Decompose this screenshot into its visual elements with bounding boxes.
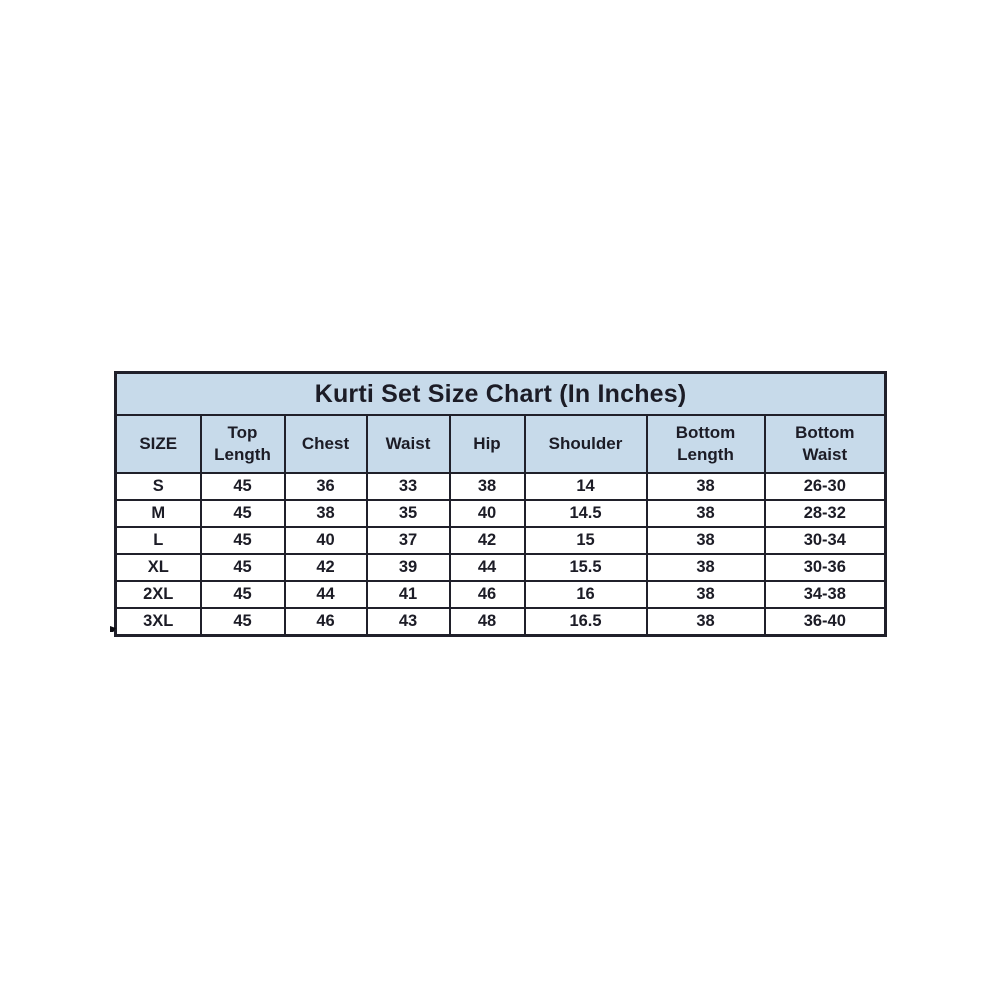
header-size: SIZE bbox=[116, 415, 201, 473]
value-cell: 35 bbox=[367, 500, 450, 527]
header-waist: Waist bbox=[367, 415, 450, 473]
value-cell: 44 bbox=[450, 554, 525, 581]
value-cell: 28-32 bbox=[765, 500, 886, 527]
value-cell: 15 bbox=[525, 527, 647, 554]
value-cell: 42 bbox=[285, 554, 367, 581]
size-cell: M bbox=[116, 500, 201, 527]
value-cell: 38 bbox=[647, 527, 765, 554]
table-row-l bbox=[116, 527, 886, 554]
header-bottom-length: Bottom Length bbox=[647, 415, 765, 473]
size-chart-table bbox=[114, 371, 887, 637]
value-cell: 33 bbox=[367, 473, 450, 500]
value-cell: 40 bbox=[450, 500, 525, 527]
value-cell: 40 bbox=[285, 527, 367, 554]
table-row-3xl bbox=[116, 608, 886, 636]
value-cell: 37 bbox=[367, 527, 450, 554]
header-hip: Hip bbox=[450, 415, 525, 473]
header-chest: Chest bbox=[285, 415, 367, 473]
value-cell: 41 bbox=[367, 581, 450, 608]
value-cell: 38 bbox=[647, 500, 765, 527]
chart-title: Kurti Set Size Chart (In Inches) bbox=[116, 373, 886, 416]
size-cell: 3XL bbox=[116, 608, 201, 636]
value-cell: 38 bbox=[647, 581, 765, 608]
value-cell: 36-40 bbox=[765, 608, 886, 636]
value-cell: 45 bbox=[201, 608, 285, 636]
table-row-s bbox=[116, 473, 886, 500]
title-row bbox=[116, 373, 886, 416]
value-cell: 38 bbox=[450, 473, 525, 500]
value-cell: 46 bbox=[450, 581, 525, 608]
table-row-m bbox=[116, 500, 886, 527]
size-cell: 2XL bbox=[116, 581, 201, 608]
value-cell: 44 bbox=[285, 581, 367, 608]
header-shoulder: Shoulder bbox=[525, 415, 647, 473]
value-cell: 14.5 bbox=[525, 500, 647, 527]
value-cell: 38 bbox=[647, 554, 765, 581]
value-cell: 16.5 bbox=[525, 608, 647, 636]
value-cell: 30-36 bbox=[765, 554, 886, 581]
value-cell: 39 bbox=[367, 554, 450, 581]
value-cell: 45 bbox=[201, 527, 285, 554]
size-cell: XL bbox=[116, 554, 201, 581]
size-cell: S bbox=[116, 473, 201, 500]
value-cell: 42 bbox=[450, 527, 525, 554]
value-cell: 43 bbox=[367, 608, 450, 636]
value-cell: 38 bbox=[285, 500, 367, 527]
value-cell: 14 bbox=[525, 473, 647, 500]
header-bottom-waist: Bottom Waist bbox=[765, 415, 886, 473]
value-cell: 45 bbox=[201, 473, 285, 500]
value-cell: 15.5 bbox=[525, 554, 647, 581]
value-cell: 36 bbox=[285, 473, 367, 500]
value-cell: 30-34 bbox=[765, 527, 886, 554]
table-row-xl bbox=[116, 554, 886, 581]
header-row bbox=[116, 415, 886, 473]
table-row-2xl bbox=[116, 581, 886, 608]
value-cell: 45 bbox=[201, 500, 285, 527]
value-cell: 46 bbox=[285, 608, 367, 636]
size-cell: L bbox=[116, 527, 201, 554]
header-top-length: Top Length bbox=[201, 415, 285, 473]
value-cell: 45 bbox=[201, 581, 285, 608]
value-cell: 38 bbox=[647, 473, 765, 500]
value-cell: 38 bbox=[647, 608, 765, 636]
value-cell: 16 bbox=[525, 581, 647, 608]
value-cell: 26-30 bbox=[765, 473, 886, 500]
value-cell: 48 bbox=[450, 608, 525, 636]
value-cell: 34-38 bbox=[765, 581, 886, 608]
value-cell: 45 bbox=[201, 554, 285, 581]
